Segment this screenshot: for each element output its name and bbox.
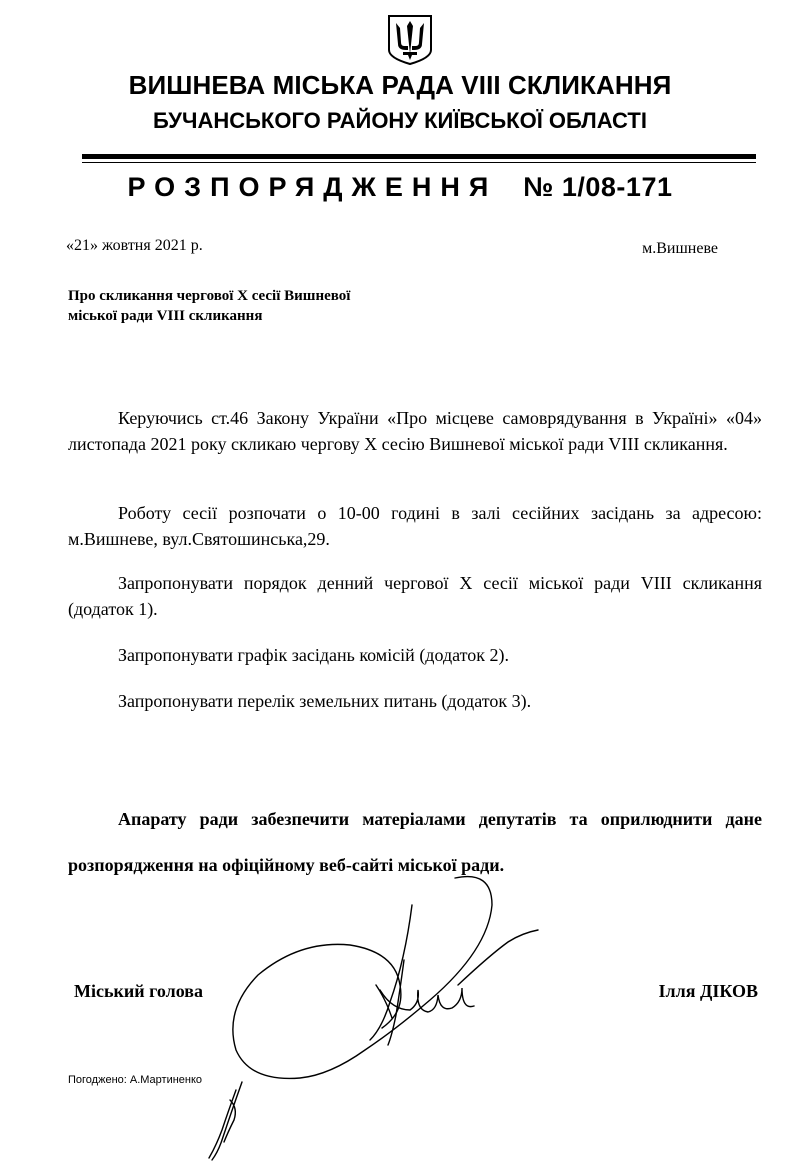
document-type: РОЗПОРЯДЖЕННЯ [127,172,498,202]
subject-line-1: Про скликання чергової X сесії Вишневої [68,288,351,304]
council-district: БУЧАНСЬКОГО РАЙОНУ КИЇВСЬКОЇ ОБЛАСТІ [153,108,647,133]
paragraph-3: Запропонувати порядок денний чергової X сесії міської ради VIII скликання (додаток 1). [68,573,762,619]
document-date: «21» жовтня 2021 р. [66,237,203,254]
paragraph-5: Запропонувати перелік земельних питань (додаток 3). [118,691,532,711]
document-title [0,172,800,203]
subject-line-2: міської ради VIII скликання [68,308,263,324]
signatory-position: Міський голова [74,981,203,1001]
final-instruction: Апарату ради забезпечити матеріалами депутатів та оприлюднити дане розпорядження на офіційному веб-сайті міської ради. [68,809,762,875]
header-divider-thick [82,154,756,159]
header-divider-thin [82,162,756,163]
council-name: ВИШНЕВА МІСЬКА РАДА VIII СКЛИКАННЯ [128,70,672,100]
approved-by: Погоджено: А.Мартиненко [68,1074,203,1086]
trident-emblem-icon [386,14,434,66]
paragraph-1: Керуючись ст.46 Закону України «Про місцеве самоврядування в Україні» «04» листопада 2021 року скликаю чергову X сесію Вишневої міської ради VIII скликання. [68,408,762,454]
document-place: м.Вишневе [642,240,718,257]
paragraph-4: Запропонувати графік засідань комісій (додаток 2). [118,645,509,665]
document-number: № 1/08-171 [523,172,673,202]
signatory-name: Ілля ДІКОВ [658,981,758,1001]
paragraph-2: Роботу сесії розпочати о 10-00 годині в залі сесійних засідань за адресою: м.Вишневе, вул.Святошинська,29. [68,503,762,549]
document-subject [68,286,428,326]
